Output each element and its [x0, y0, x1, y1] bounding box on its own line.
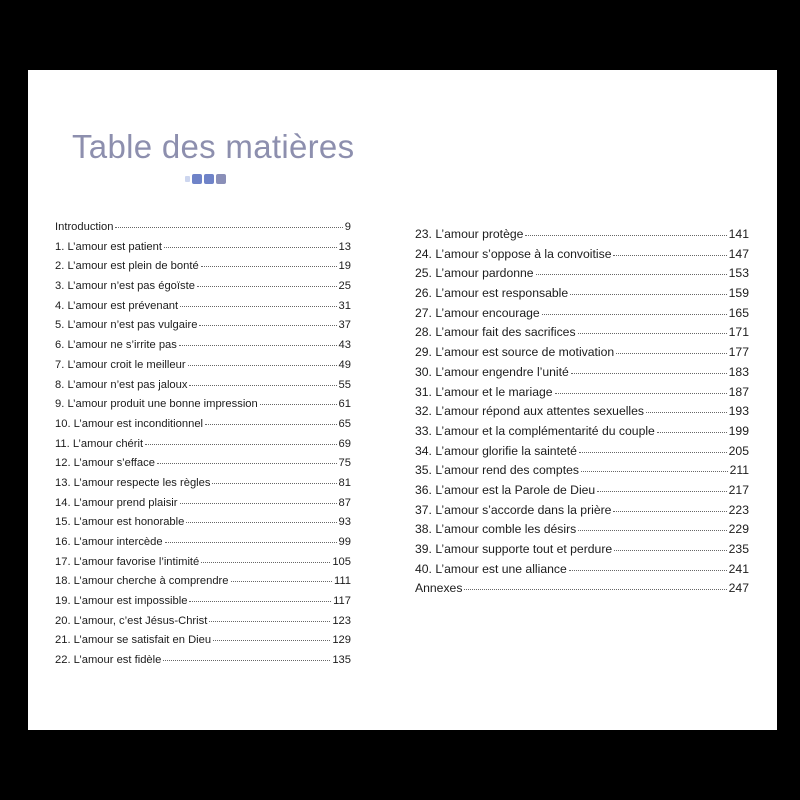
toc-page-number: 31 [338, 299, 351, 312]
toc-page-number: 117 [333, 595, 351, 608]
toc-page-number: 87 [338, 496, 351, 509]
toc-entry [415, 581, 749, 601]
toc-page-number: 13 [338, 240, 351, 253]
toc-entry-title: 4. L’amour est prévenant [55, 299, 179, 312]
toc-entry [55, 516, 351, 536]
toc-page-number: 49 [338, 358, 351, 371]
page-title: Table des matières [72, 128, 355, 165]
toc-entry [415, 404, 749, 424]
toc-entry-title: 9. L’amour produit une bonne impression [55, 398, 258, 411]
toc-entry [415, 385, 749, 405]
dot-leader [201, 562, 330, 563]
toc-page-number: 147 [728, 246, 749, 261]
dot-leader [570, 294, 727, 295]
toc-page-number: 141 [728, 227, 749, 241]
toc-entry-title: 13. L’amour respecte les règles [55, 476, 211, 489]
toc-entry [55, 300, 351, 320]
toc-entry [55, 260, 351, 280]
toc-entry-title: 11. L’amour chérit [55, 437, 144, 450]
toc-entry [415, 306, 749, 326]
toc-entry-title: Introduction [55, 221, 114, 233]
toc-entry-title: 21. L’amour se satisfait en Dieu [55, 634, 212, 647]
toc-entry [415, 286, 749, 306]
toc-entry [415, 463, 749, 483]
ornament-square [204, 174, 214, 184]
toc-page-number: 75 [338, 457, 351, 470]
toc-entry-title: 14. L’amour prend plaisir [55, 496, 178, 509]
toc-page-number: 171 [728, 325, 749, 340]
dot-leader [525, 235, 726, 236]
dot-leader [578, 333, 727, 334]
toc-entry [55, 477, 351, 497]
toc-page-number: 159 [728, 286, 749, 301]
toc-entry [55, 654, 351, 674]
dot-leader [614, 550, 726, 551]
toc-entry [415, 562, 749, 582]
dot-leader [646, 412, 727, 413]
toc-entry [415, 444, 749, 464]
toc-page-number: 205 [728, 443, 749, 458]
dot-leader [536, 274, 727, 275]
dot-leader [581, 471, 728, 472]
dot-leader [165, 542, 337, 543]
toc-entry-title: 40. L’amour est une alliance [415, 561, 567, 576]
toc-page-number: 19 [338, 260, 351, 273]
toc-entry-title: 23. L’amour protège [415, 227, 524, 241]
toc-entry [415, 227, 749, 247]
toc-entry-title: 26. L’amour est responsable [415, 286, 569, 301]
toc-entry-title: 39. L’amour supporte tout et perdure [415, 542, 613, 556]
toc-entry-title: 35. L’amour rend des comptes [415, 463, 579, 478]
toc-entry-title: 7. L’amour croit le meilleur [55, 358, 186, 371]
toc-page-number: 241 [728, 561, 749, 576]
dot-leader [212, 483, 336, 484]
toc-right-column [415, 227, 749, 601]
dot-leader [157, 463, 337, 464]
toc-entry [55, 241, 351, 261]
dot-leader [555, 393, 727, 394]
dot-leader [260, 404, 337, 405]
toc-entry-title: 12. L’amour s’efface [55, 457, 155, 470]
dot-leader [464, 589, 726, 590]
toc-page-number: 111 [333, 575, 351, 588]
toc-page-number: 55 [338, 378, 351, 391]
book-page [28, 70, 777, 730]
toc-entry [55, 575, 351, 595]
toc-entry [415, 424, 749, 444]
toc-entry-title: 16. L’amour intercède [55, 536, 163, 548]
toc-entry [55, 615, 351, 635]
toc-entry-title: 20. L’amour, c’est Jésus-Christ [55, 614, 208, 627]
toc-entry [415, 325, 749, 345]
dot-leader [613, 511, 726, 512]
toc-entry [55, 379, 351, 399]
toc-entry-title: 33. L’amour et la complémentarité du couple [415, 423, 655, 438]
dot-leader [186, 522, 336, 523]
toc-entry [55, 457, 351, 477]
toc-entry [55, 595, 351, 615]
toc-entry-title: 15. L’amour est honorable [55, 516, 185, 529]
toc-entry-title: 2. L’amour est plein de bonté [55, 260, 199, 273]
toc-page-number: 105 [332, 555, 351, 568]
toc-entry-title: 17. L’amour favorise l’intimité [55, 555, 200, 568]
toc-page-number: 129 [332, 634, 351, 647]
toc-entry [415, 345, 749, 365]
dot-leader [597, 491, 726, 492]
toc-entry [55, 556, 351, 576]
toc-entry-title: 25. L’amour pardonne [415, 266, 534, 281]
dot-leader [569, 570, 727, 571]
toc-page-number: 123 [332, 614, 351, 627]
toc-entry [55, 497, 351, 517]
dot-leader [231, 581, 332, 582]
toc-entry-title: 30. L’amour engendre l’unité [415, 364, 569, 379]
toc-page-number: 69 [338, 437, 351, 450]
toc-entry-title: 36. L’amour est la Parole de Dieu [415, 482, 596, 497]
toc-entry-title: 22. L’amour est fidèle [55, 654, 162, 667]
toc-entry-title: Annexes [415, 581, 463, 596]
dot-leader [189, 385, 336, 386]
toc-page-number: 43 [338, 339, 351, 352]
toc-page-number: 247 [728, 581, 749, 596]
dot-leader [197, 286, 337, 287]
toc-entry [55, 319, 351, 339]
dot-leader [657, 432, 727, 433]
toc-entry [415, 522, 749, 542]
toc-page-number: 93 [338, 516, 351, 529]
toc-entry-title: 31. L’amour et le mariage [415, 384, 553, 399]
toc-entry [55, 418, 351, 438]
toc-entry [55, 339, 351, 359]
dot-leader [164, 247, 337, 248]
toc-left-column [55, 221, 351, 674]
dot-leader [571, 373, 727, 374]
toc-entry-title: 28. L’amour fait des sacrifices [415, 325, 576, 340]
toc-entry-title: 10. L’amour est inconditionnel [55, 417, 204, 430]
toc-entry [55, 398, 351, 418]
dot-leader [616, 353, 726, 354]
toc-page-number: 9 [344, 221, 351, 233]
ornament-square [192, 174, 202, 184]
dot-leader [188, 365, 337, 366]
toc-entry-title: 1. L’amour est patient [55, 240, 162, 253]
toc-entry-title: 37. L’amour s’accorde dans la prière [415, 502, 612, 517]
toc-page-number: 65 [338, 417, 351, 430]
toc-entry [415, 266, 749, 286]
dot-leader [179, 345, 337, 346]
dot-leader [145, 444, 336, 445]
toc-entry-title: 8. L’amour n’est pas jaloux [55, 378, 188, 391]
toc-entry-title: 18. L’amour cherche à comprendre [55, 575, 229, 588]
dot-leader [163, 660, 330, 661]
toc-page-number: 229 [728, 522, 749, 537]
toc-page-number: 235 [728, 542, 749, 556]
toc-page-number: 223 [728, 502, 749, 517]
toc-entry-title: 38. L’amour comble les désirs [415, 522, 577, 537]
toc-page-number: 37 [338, 319, 351, 332]
toc-entry [55, 280, 351, 300]
dot-leader [199, 325, 336, 326]
toc-page-number: 153 [728, 266, 749, 281]
toc-page-number: 211 [729, 463, 749, 478]
toc-page-number: 177 [728, 345, 749, 360]
toc-entry-title: 19. L’amour est impossible [55, 595, 188, 608]
toc-entry-title: 27. L’amour encourage [415, 305, 540, 320]
toc-entry [55, 359, 351, 379]
toc-page-number: 135 [332, 654, 351, 667]
ornament-square [185, 176, 190, 182]
toc-entry [415, 542, 749, 562]
toc-entry [55, 536, 351, 556]
toc-entry [55, 221, 351, 241]
dot-leader [189, 601, 331, 602]
dot-leader [213, 640, 330, 641]
toc-page-number: 165 [728, 305, 749, 320]
dot-leader [180, 503, 337, 504]
dot-leader [209, 621, 330, 622]
toc-entry [415, 503, 749, 523]
toc-entry [415, 247, 749, 267]
ornament-square [216, 174, 226, 184]
toc-page-number: 183 [728, 364, 749, 379]
dot-leader [115, 227, 342, 228]
toc-page-number: 25 [338, 280, 351, 293]
toc-entry-title: 32. L’amour répond aux attentes sexuelles [415, 404, 645, 419]
toc-entry [415, 365, 749, 385]
dot-leader [579, 452, 727, 453]
dot-leader [613, 255, 726, 256]
toc-entry-title: 24. L’amour s’oppose à la convoitise [415, 246, 612, 261]
toc-page-number: 187 [728, 384, 749, 399]
toc-page-number: 81 [338, 476, 351, 489]
title-ornament [185, 174, 226, 184]
dot-leader [578, 530, 726, 531]
toc-page-number: 199 [728, 423, 749, 438]
toc-entry [55, 634, 351, 654]
toc-entry-title: 34. L’amour glorifie la sainteté [415, 443, 577, 458]
toc-entry [55, 438, 351, 458]
toc-page-number: 99 [338, 536, 351, 548]
toc-entry-title: 6. L’amour ne s’irrite pas [55, 339, 177, 352]
dot-leader [201, 266, 337, 267]
dot-leader [542, 314, 727, 315]
toc-entry [415, 483, 749, 503]
toc-page-number: 61 [338, 398, 351, 411]
dot-leader [180, 306, 336, 307]
toc-entry-title: 29. L’amour est source de motivation [415, 345, 615, 360]
toc-page-number: 217 [728, 482, 749, 497]
dot-leader [205, 424, 337, 425]
toc-page-number: 193 [728, 404, 749, 419]
toc-entry-title: 3. L’amour n’est pas égoïste [55, 280, 195, 293]
toc-entry-title: 5. L’amour n’est pas vulgaire [55, 319, 198, 332]
